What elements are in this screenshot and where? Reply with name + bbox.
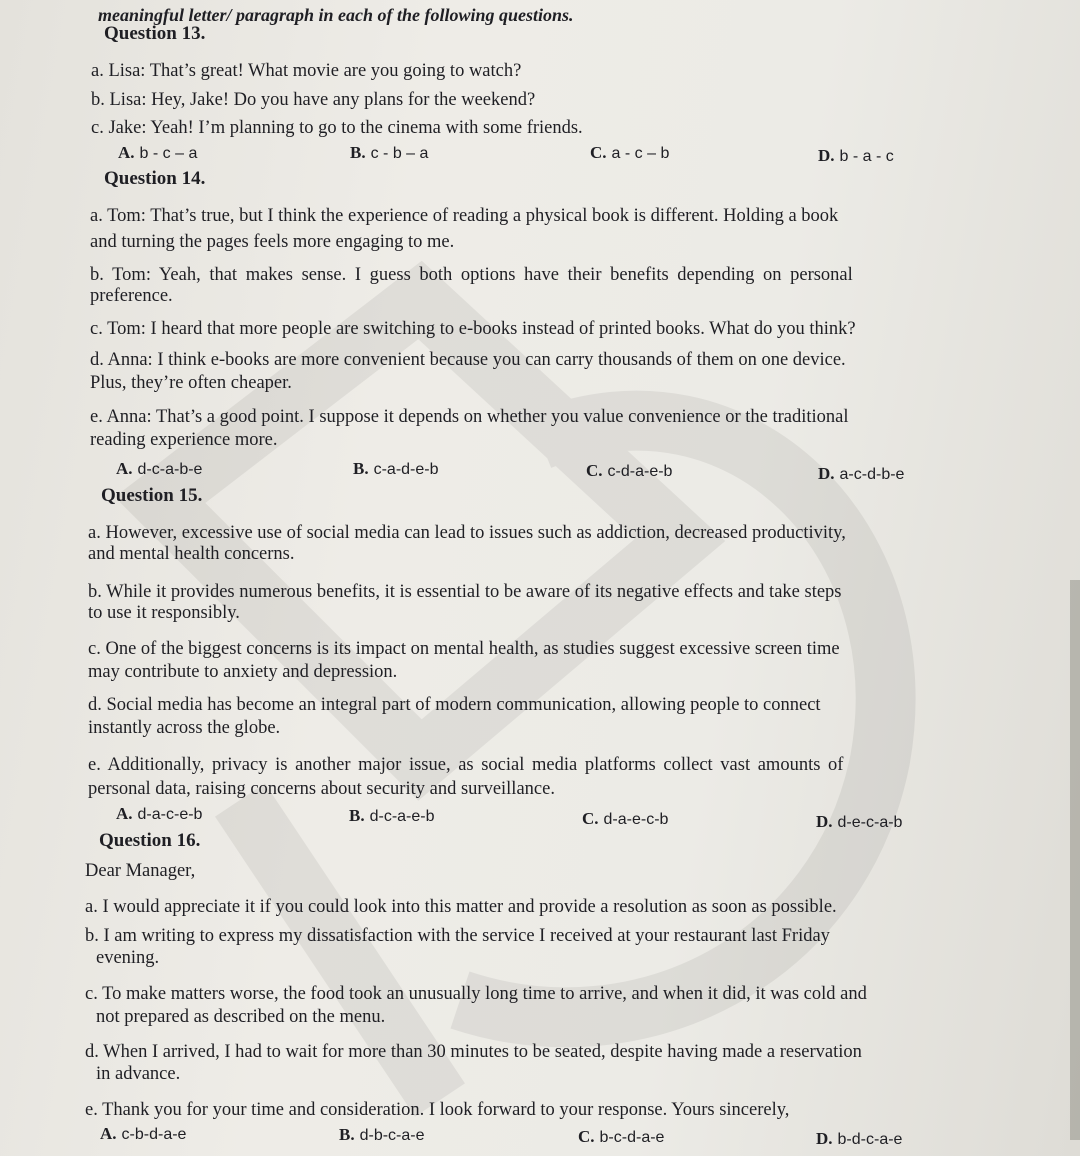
q16-item-c-line2: not prepared as described on the menu.: [96, 1007, 386, 1027]
q14-item-d-line1: d. Anna: I think e-books are more convenient because you can carry thousands of them on one device.: [90, 350, 846, 370]
option-value: d-b-c-a-e: [359, 1127, 425, 1144]
option-value: d-c-a-b-e: [137, 461, 203, 478]
q15-item-d-line2: instantly across the globe.: [88, 718, 281, 738]
q14-item-b-line1: b. Tom: Yeah, that makes sense. I guess both options have their benefits depending on personal: [90, 265, 853, 285]
q13-item-c: c. Jake: Yeah! I’m planning to go to the cinema with some friends.: [91, 118, 583, 138]
option-letter: A.: [116, 459, 133, 478]
question-16-title: Question 16.: [99, 830, 201, 851]
q14-option-c[interactable]: [586, 460, 672, 483]
q16-item-b-line2: evening.: [96, 948, 160, 968]
page-edge-shadow: [1070, 580, 1080, 1140]
q14-item-e-line1: e. Anna: That’s a good point. I suppose it depends on whether you value convenience or the traditional: [90, 407, 849, 427]
q16-option-d[interactable]: [816, 1128, 902, 1151]
q15-option-b[interactable]: [349, 805, 435, 828]
question-15-title: Question 15.: [101, 485, 203, 506]
option-letter: B.: [353, 459, 369, 478]
q13-option-c[interactable]: [590, 142, 669, 165]
option-letter: D.: [818, 464, 835, 483]
q16-item-d-line2: in advance.: [96, 1064, 181, 1084]
q15-item-e-line2: personal data, raising concerns about security and surveillance.: [88, 779, 555, 799]
q15-item-e-line1: e. Additionally, privacy is another major issue, as social media platforms collect vast amounts of: [88, 755, 844, 775]
q14-item-b-line2: preference.: [90, 286, 173, 306]
option-letter: A.: [116, 804, 133, 823]
q16-item-a-line1: a. I would appreciate it if you could look into this matter and provide a resolution as soon as possible.: [85, 897, 837, 917]
q13-option-a[interactable]: [118, 142, 197, 165]
q16-item-e-line1: e. Thank you for your time and consideration. I look forward to your response. Yours sincerely,: [85, 1100, 790, 1120]
option-letter: C.: [582, 809, 599, 828]
option-value: c-d-a-e-b: [607, 463, 673, 480]
option-value: b-c-d-a-e: [599, 1129, 665, 1146]
option-value: d-c-a-e-b: [369, 808, 435, 825]
option-letter: D.: [816, 1129, 833, 1148]
q15-item-a-line2: and mental health concerns.: [88, 544, 295, 564]
q13-item-b: b. Lisa: Hey, Jake! Do you have any plans for the weekend?: [91, 90, 536, 110]
q13-option-b[interactable]: [350, 142, 428, 165]
q16-item-c-line1: c. To make matters worse, the food took an unusually long time to arrive, and when it did, it was cold and: [85, 984, 867, 1004]
option-letter: C.: [590, 143, 607, 162]
option-value: b - c – a: [139, 145, 198, 162]
q16-greeting: Dear Manager,: [85, 861, 196, 881]
q14-item-a-line1: a. Tom: That’s true, but I think the experience of reading a physical book is different. Holding a book: [90, 206, 839, 226]
q15-option-c[interactable]: [582, 808, 668, 831]
q15-item-c-line2: may contribute to anxiety and depression.: [88, 662, 398, 682]
q14-item-d-line2: Plus, they’re often cheaper.: [90, 373, 292, 393]
option-value: c-b-d-a-e: [121, 1126, 187, 1143]
q14-option-d[interactable]: [818, 463, 904, 486]
option-letter: C.: [578, 1127, 595, 1146]
q16-option-b[interactable]: [339, 1124, 425, 1147]
q14-option-b[interactable]: [353, 458, 439, 481]
q14-option-a[interactable]: [116, 458, 202, 481]
question-13-title: Question 13.: [104, 23, 206, 44]
option-value: d-a-e-c-b: [603, 811, 669, 828]
option-value: a - c – b: [611, 145, 670, 162]
q16-option-a[interactable]: [100, 1123, 186, 1146]
option-letter: B.: [350, 143, 366, 162]
q16-option-c[interactable]: [578, 1126, 664, 1149]
option-letter: A.: [118, 143, 135, 162]
option-letter: C.: [586, 461, 603, 480]
instruction-text: meaningful letter/ paragraph in each of the following questions.: [98, 5, 574, 25]
q15-item-b-line2: to use it responsibly.: [88, 603, 240, 623]
q15-item-b-line1: b. While it provides numerous benefits, it is essential to be aware of its negative effects and take steps: [88, 582, 842, 602]
option-value: c - b – a: [370, 145, 429, 162]
option-value: d-e-c-a-b: [837, 814, 903, 831]
option-letter: D.: [816, 812, 833, 831]
q15-item-a-line1: a. However, excessive use of social media can lead to issues such as addiction, decreased productivity,: [88, 523, 846, 543]
q14-item-a-line2: and turning the pages feels more engaging to me.: [90, 232, 455, 252]
option-letter: A.: [100, 1124, 117, 1143]
option-value: b - a - c: [839, 148, 894, 165]
q15-option-a[interactable]: [116, 803, 202, 826]
q15-option-d[interactable]: [816, 811, 902, 834]
option-value: c-a-d-e-b: [373, 461, 439, 478]
option-letter: D.: [818, 146, 835, 165]
q15-item-c-line1: c. One of the biggest concerns is its impact on mental health, as studies suggest excessive screen time: [88, 639, 840, 659]
q16-item-d-line1: d. When I arrived, I had to wait for more than 30 minutes to be seated, despite having made a reservation: [85, 1042, 862, 1062]
q13-item-a: a. Lisa: That’s great! What movie are you going to watch?: [91, 61, 522, 81]
q16-item-b-line1: b. I am writing to express my dissatisfaction with the service I received at your restaurant last Friday: [85, 926, 830, 946]
option-value: b-d-c-a-e: [837, 1131, 903, 1148]
question-14-title: Question 14.: [104, 168, 206, 189]
q14-item-e-line2: reading experience more.: [90, 430, 278, 450]
q13-option-d[interactable]: [818, 145, 894, 168]
option-letter: B.: [339, 1125, 355, 1144]
option-value: a-c-d-b-e: [839, 466, 905, 483]
q15-item-d-line1: d. Social media has become an integral part of modern communication, allowing people to connect: [88, 695, 821, 715]
option-value: d-a-c-e-b: [137, 806, 203, 823]
option-letter: B.: [349, 806, 365, 825]
q14-item-c-line1: c. Tom: I heard that more people are switching to e-books instead of printed books. What do you think?: [90, 319, 856, 339]
